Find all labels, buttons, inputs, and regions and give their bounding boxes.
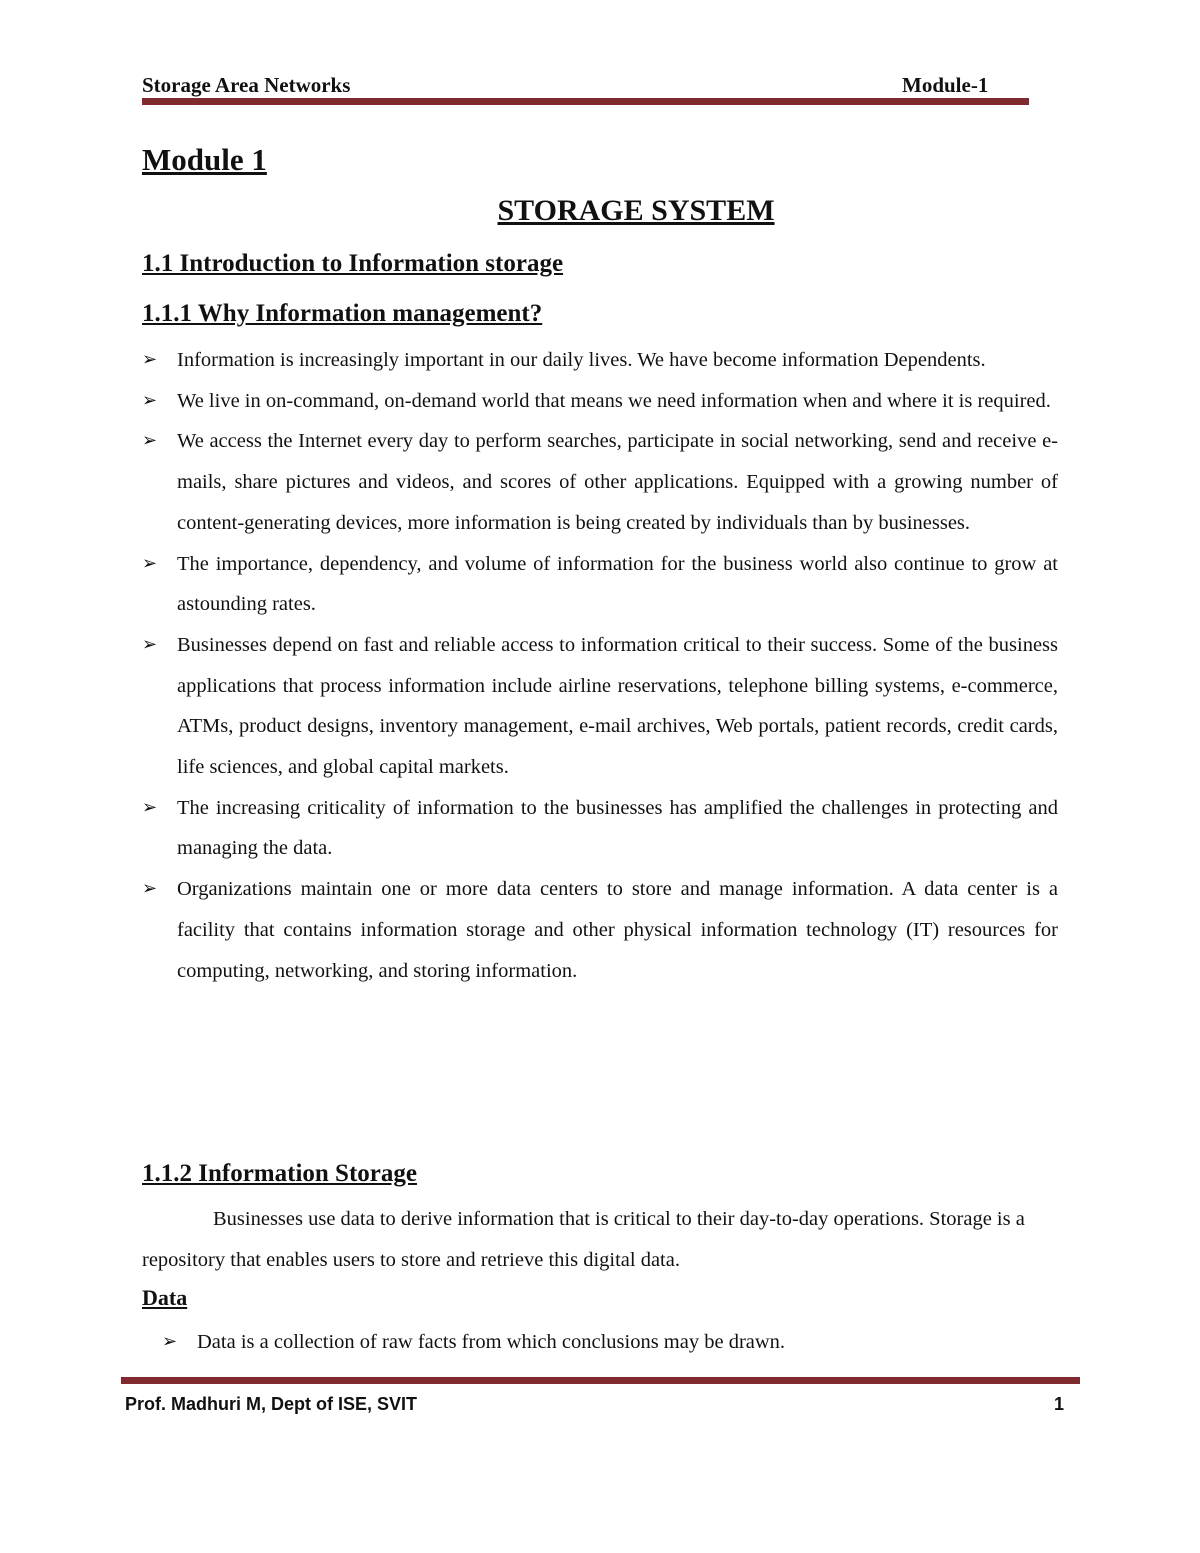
data-subheading: Data	[142, 1285, 188, 1310]
page-number: 1	[1054, 1394, 1065, 1414]
list-item	[142, 421, 1058, 543]
arrow-bullet-icon: ➢	[162, 1331, 178, 1352]
list-item-text: Information is increasingly important in our daily lives. We have become information Dependents.	[177, 349, 986, 371]
bullet-list	[142, 340, 1058, 991]
list-item-text: Organizations maintain one or more data centers to store and manage information. A data center is a facility that contains information storage and other physical information technology (IT) resources for computing, networking, and storing information.	[177, 878, 1058, 982]
arrow-bullet-icon: ➢	[142, 633, 158, 655]
storage-paragraph-text: Businesses use data to derive information that is critical to their day-to-day operations. Storage is a repository that enables users to store and retrieve this digital data.	[142, 1208, 1025, 1271]
list-item	[142, 340, 1058, 381]
list-item-text: The increasing criticality of information to the businesses has amplified the challenges in protecting and managing the data.	[177, 796, 1058, 860]
list-item	[142, 869, 1058, 991]
header-rule	[142, 98, 1029, 105]
header-course-title: Storage Area Networks	[142, 73, 351, 97]
list-item-text: The importance, dependency, and volume of information for the business world also continue to grow at astounding rates.	[177, 552, 1058, 616]
section-heading-1-1-2: 1.1.2 Information Storage	[142, 1160, 417, 1187]
chapter-title: STORAGE SYSTEM	[497, 194, 775, 227]
arrow-bullet-icon: ➢	[142, 796, 158, 818]
header-module-label: Module-1	[902, 73, 989, 97]
arrow-bullet-icon: ➢	[142, 552, 158, 574]
storage-paragraph	[142, 1199, 1058, 1281]
section-heading-1-1-1: 1.1.1 Why Information management?	[142, 300, 543, 327]
arrow-bullet-icon: ➢	[142, 349, 158, 370]
list-item	[142, 625, 1058, 788]
arrow-bullet-icon: ➢	[142, 430, 158, 452]
data-definition-text: Data is a collection of raw facts from which conclusions may be drawn.	[197, 1331, 786, 1353]
module-title: Module 1	[142, 142, 267, 177]
footer-author: Prof. Madhuri M, Dept of ISE, SVIT	[125, 1394, 418, 1414]
list-item-text: We access the Internet every day to perform searches, participate in social networking, send and receive e-mails, share pictures and videos, and scores of other applications. Equipped with a growing number of content-generating devices, more information is being created by individuals than by businesses.	[177, 430, 1058, 534]
arrow-bullet-icon: ➢	[142, 389, 158, 411]
list-item	[142, 544, 1058, 625]
section-heading-1-1: 1.1 Introduction to Information storage	[142, 250, 564, 277]
list-item-text: Businesses depend on fast and reliable access to information critical to their success. Some of the business applications that process information include airline reservations, telephone billing systems, e-commerce, ATMs, product designs, inventory management, e-mail archives, Web portals, patient records, credit cards, life sciences, and global capital markets.	[177, 633, 1058, 779]
list-item	[142, 381, 1058, 422]
data-definition-item	[162, 1322, 1097, 1363]
list-item	[142, 788, 1058, 869]
arrow-bullet-icon: ➢	[142, 878, 158, 900]
footer-rule	[121, 1377, 1080, 1384]
list-item-text: We live in on-command, on-demand world that means we need information when and where it is required.	[177, 389, 1051, 412]
